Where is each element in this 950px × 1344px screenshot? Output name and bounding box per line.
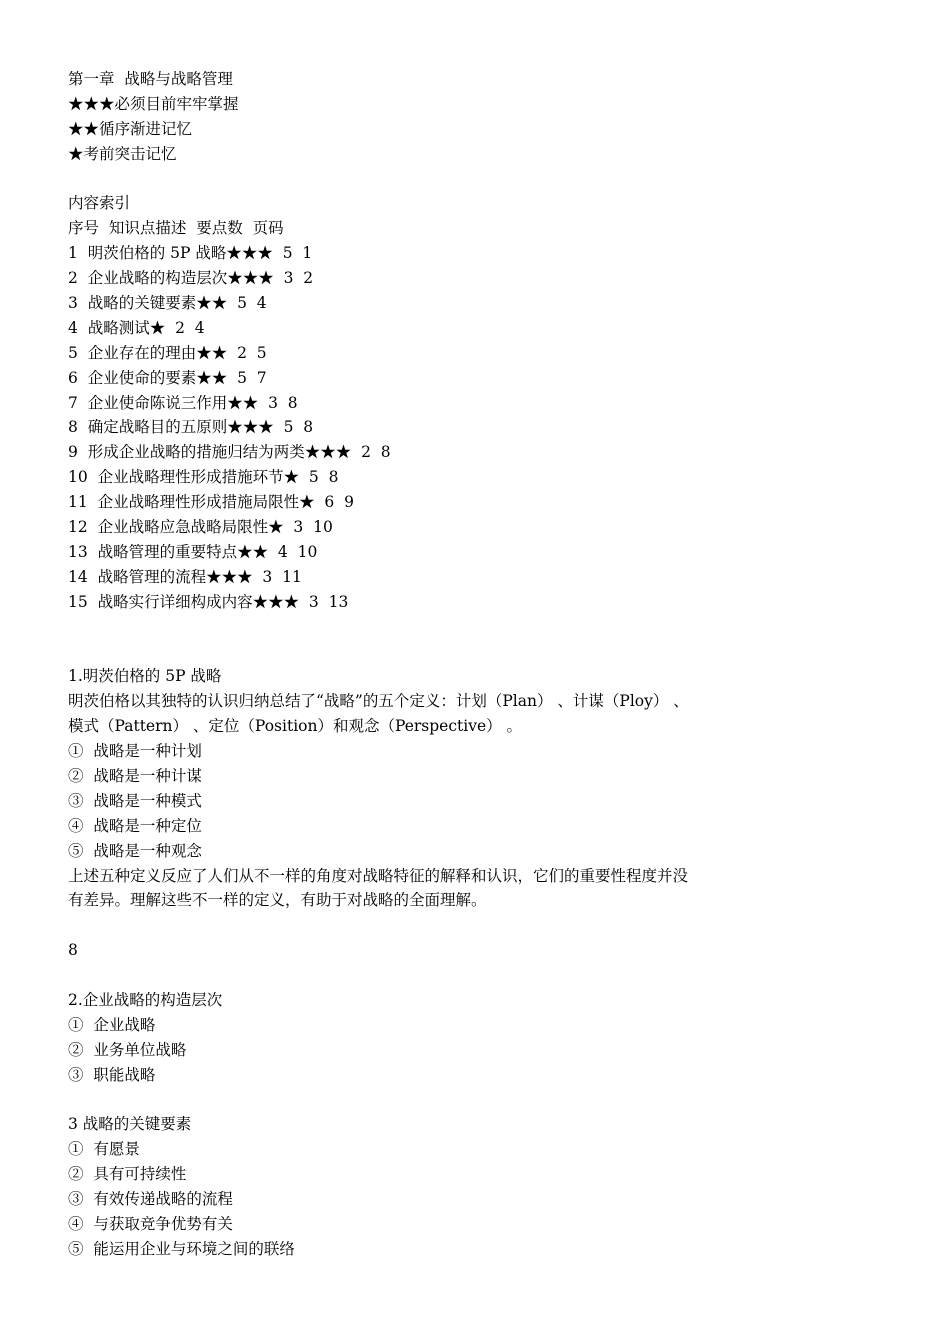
spacer (68, 167, 768, 192)
index-row: 2 企业战略的构造层次★★★ 3 2 (68, 269, 314, 288)
index-row: 4 战略测试★ 2 4 (68, 318, 205, 337)
spacer (68, 615, 768, 640)
chapter-title: 第一章 战略与战略管理 (68, 70, 233, 88)
list-item: ⑤ 能运用企业与环境之间的联络 (68, 1239, 295, 1258)
list-item: ③ 战略是一种模式 (68, 791, 202, 810)
list-item: ② 具有可持续性 (68, 1165, 187, 1184)
index-row: 10 企业战略理性形成措施环节★ 5 8 (68, 468, 339, 487)
section-1-intro-line: 模式（Pattern） 、定位（Position）和观念（Perspective） 。 (68, 717, 523, 736)
list-item: ② 业务单位战略 (68, 1040, 187, 1059)
section-1-list (68, 739, 768, 863)
index-row: 9 形成企业战略的措施归结为两类★★★ 2 8 (68, 443, 391, 462)
index-row: 13 战略管理的重要特点★★ 4 10 (68, 542, 318, 561)
section-3-list (68, 1137, 768, 1261)
list-item: ④ 与获取竞争优势有关 (68, 1214, 233, 1233)
list-item: ① 有愿景 (68, 1140, 140, 1159)
list-item: ① 企业战略 (68, 1015, 156, 1034)
index-title: 内容索引 (68, 194, 131, 213)
index-row: 3 战略的关键要素★★ 5 4 (68, 294, 267, 313)
list-item: ③ 有效传递战略的流程 (68, 1190, 233, 1209)
index-row: 15 战略实行详细构成内容★★★ 3 13 (68, 592, 349, 611)
spacer (68, 963, 768, 988)
spacer (68, 913, 768, 938)
section-2-title: 2.企业战略的构造层次 (68, 990, 223, 1009)
section-3-title: 3 战略的关键要素 (68, 1115, 192, 1134)
list-item: ⑤ 战略是一种观念 (68, 841, 202, 860)
index-row: 11 企业战略理性形成措施局限性★ 6 9 (68, 493, 355, 512)
section-1-summary-line: 上述五种定义反应了人们从不一样的角度对战略特征的解释和认识，它们的重要性程度并没 (68, 866, 689, 885)
spacer (68, 1088, 768, 1113)
list-item: ② 战略是一种计谋 (68, 766, 202, 785)
index-row: 6 企业使命的要素★★ 5 7 (68, 368, 267, 387)
document-page (68, 67, 768, 1262)
section-1-summary-line: 有差异。理解这些不一样的定义，有助于对战略的全面理解。 (68, 891, 487, 910)
legend-two-star: ★★循序渐进记忆 (68, 119, 193, 138)
spacer (68, 639, 768, 664)
index-row: 12 企业战略应急战略局限性★ 3 10 (68, 518, 333, 537)
index-row: 7 企业使命陈说三作用★★ 3 8 (68, 393, 298, 412)
index-row: 1 明茨伯格的 5P 战略★★★ 5 1 (68, 244, 313, 263)
section-1-title: 1.明茨伯格的 5P 战略 (68, 667, 222, 686)
list-item: ① 战略是一种计划 (68, 742, 202, 761)
index-row: 14 战略管理的流程★★★ 3 11 (68, 567, 302, 586)
page-number: 8 (68, 941, 78, 960)
index-list (68, 241, 768, 614)
index-columns: 序号 知识点描述 要点数 页码 (68, 219, 284, 238)
legend-three-star: ★★★必须目前牢牢掌握 (68, 94, 239, 113)
list-item: ③ 职能战略 (68, 1065, 156, 1084)
section-2-list (68, 1013, 768, 1088)
index-row: 8 确定战略目的五原则★★★ 5 8 (68, 418, 314, 437)
list-item: ④ 战略是一种定位 (68, 816, 202, 835)
section-1-intro-line: 明茨伯格以其独特的认识归纳总结了“战略”的五个定义：计划（Plan） 、计谋（Ploy） 、 (68, 692, 689, 711)
legend-one-star: ★考前突击记忆 (68, 144, 177, 163)
index-row: 5 企业存在的理由★★ 2 5 (68, 343, 267, 362)
